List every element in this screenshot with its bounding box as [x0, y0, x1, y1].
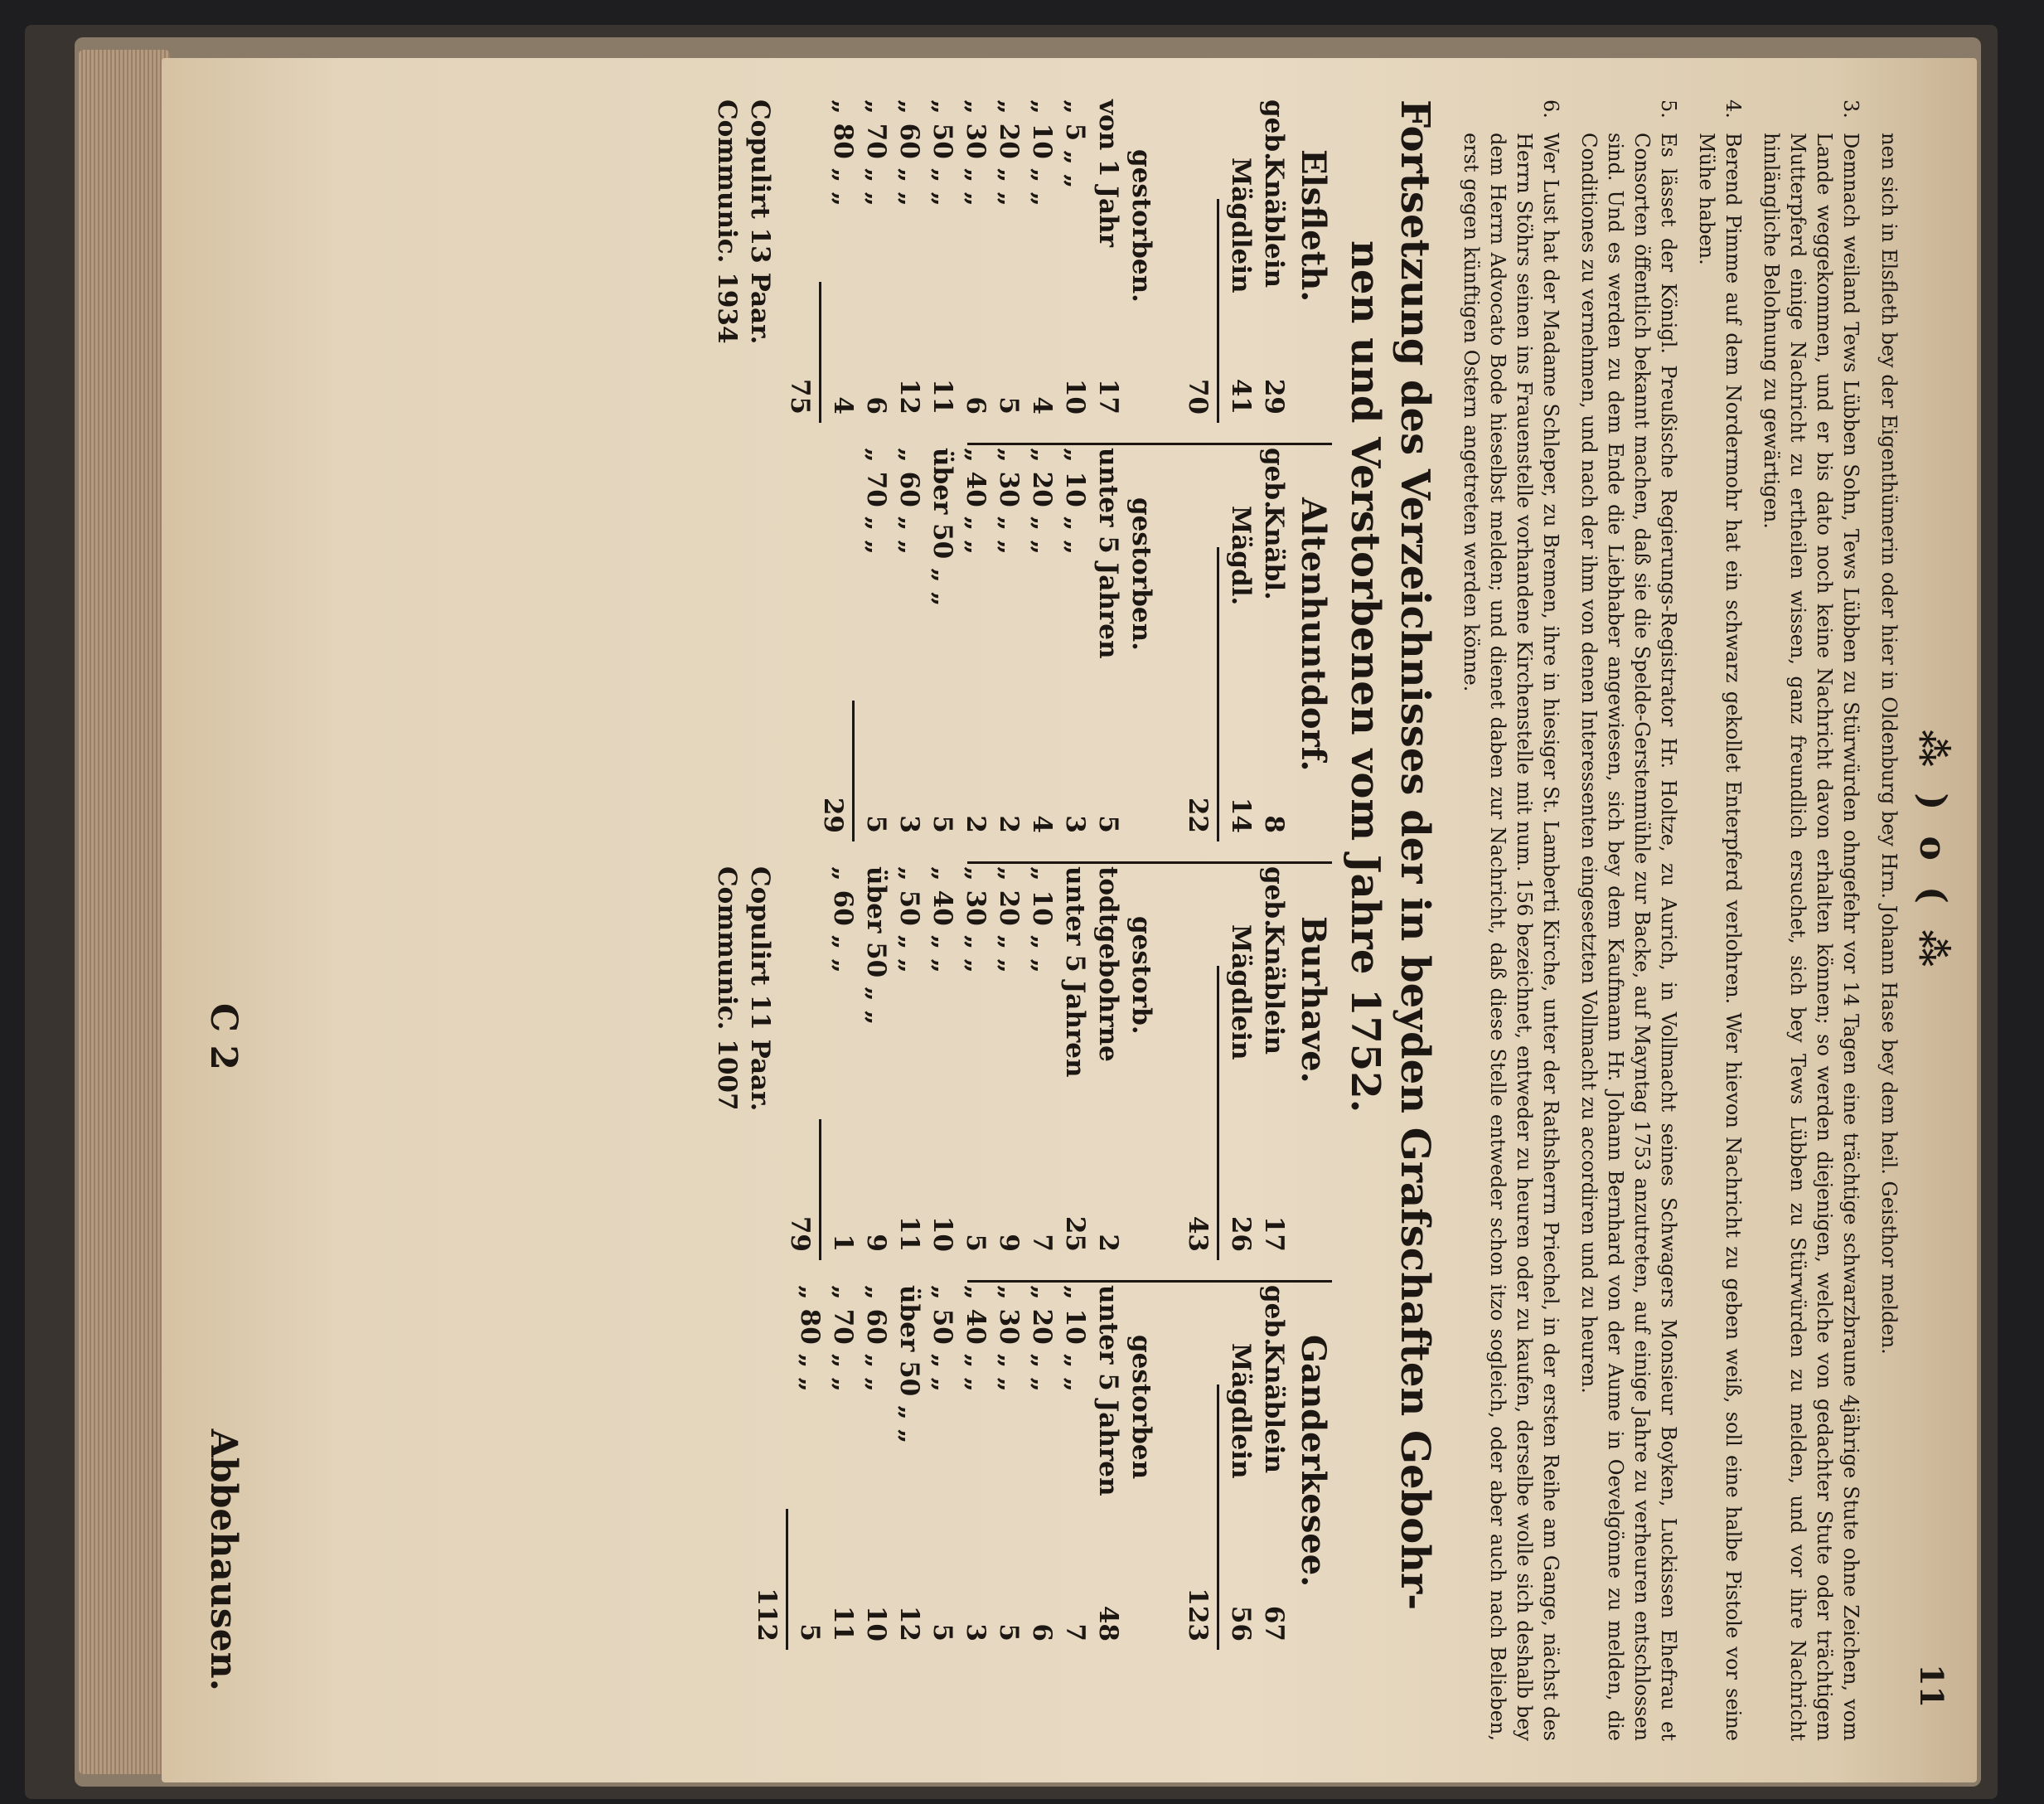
died-count: 6	[1027, 1623, 1057, 1642]
notice-item	[1758, 99, 1864, 1741]
died-count: 5	[928, 815, 957, 833]
geb-label: geb.	[1259, 448, 1289, 509]
notice-item	[1576, 99, 1682, 1741]
age-label: todtgebohrne	[1093, 866, 1123, 1062]
died-count: 1	[828, 1234, 858, 1252]
heading-line-2: nen und Verstorbenen vom Jahre 1752.	[1342, 240, 1388, 1113]
age-label: „ 70 „ „	[828, 1285, 858, 1393]
died-total: 75	[785, 378, 815, 415]
age-label: „ 60 „ „	[894, 448, 924, 555]
age-label: unter 5 Jahren	[1060, 866, 1090, 1078]
girls-count: 26	[1226, 1215, 1256, 1252]
died-count: 12	[894, 1605, 924, 1642]
boys-count: 67	[1259, 1605, 1289, 1642]
girls-label: Mägdl.	[1226, 506, 1256, 606]
sum-rule	[819, 282, 821, 423]
item-text: Demnach weiland Tews Lübben Sohn, Tews Lübben zu Stürwürden ohngefehr vor 14 Tagen eine trächtige schwarzbraune 4jährige Stute ohne Zeichen, vom Lande weggekommen, und er bis dato noch keine Nachricht davon erhalten können; so werden diejenigen, welche von gedachter Stute oder trächtigem Mutterpferd einige Nachricht zu ertheilen wissen, ganz freundlich ersuchet, sich bey Tews Lübben zu Stürwürden zu melden, und vor ihre Nachricht hinlängliche Belohnung zu gewärtigen.	[1760, 133, 1862, 1741]
died-count: 5	[795, 1623, 825, 1642]
age-label: „ 10 „ „	[1060, 1285, 1090, 1393]
page-block-edges	[79, 50, 170, 1774]
died-count: 6	[861, 396, 891, 415]
copulirt-line: Copulirt 13 Paar.	[745, 99, 775, 345]
died-count: 7	[1060, 1623, 1090, 1642]
died-count: 2	[994, 815, 1024, 833]
age-label: „ 10 „ „	[1027, 866, 1057, 974]
died-count: 10	[1060, 378, 1090, 415]
died-count: 5	[1093, 815, 1123, 833]
region-elsfleth	[586, 99, 1332, 448]
notice-item	[1693, 99, 1746, 1741]
died-count: 5	[961, 1234, 991, 1252]
region-name: Elsfleth.	[1294, 149, 1333, 303]
died-count: 3	[894, 815, 924, 833]
geb-label: geb.	[1259, 1285, 1289, 1346]
communic-line: Communic. 1934	[712, 99, 742, 344]
died-heading: gestorben	[1126, 1335, 1156, 1480]
heading-line-1: Fortsetzung des Verzeichnisses der in beyden Grafschaften Gebohr-	[1392, 99, 1438, 1611]
age-label: „ 10 „ „	[1060, 448, 1090, 555]
age-label: „ 30 „ „	[961, 866, 991, 974]
girls-count: 56	[1226, 1605, 1256, 1642]
age-label: „ 40 „ „	[961, 448, 991, 555]
died-count: 5	[994, 1623, 1024, 1642]
died-count: 11	[828, 1605, 858, 1642]
item-number: 5.	[1657, 99, 1680, 119]
statistics-tables	[586, 99, 1332, 1741]
page-content	[178, 99, 1960, 1741]
sum-rule	[1217, 966, 1219, 1260]
born-total: 22	[1183, 797, 1213, 833]
died-heading: gestorben.	[1126, 497, 1156, 651]
age-label: „ 30 „ „	[994, 1285, 1024, 1393]
died-count: 12	[894, 378, 924, 415]
region-name: Ganderkesee.	[1294, 1335, 1333, 1588]
age-label: „ 20 „ „	[1027, 1285, 1057, 1393]
region-burhave	[586, 866, 1332, 1285]
region-name: Burhave.	[1294, 916, 1333, 1084]
item-text: Es lässet der Königl. Preußische Regierungs-Registrator Hr. Holtze, zu Aurich, in Vollmacht seines Schwagers Monsieur Boyken, Luckissen Ehefrau et Consorten öffentlich bekannt machen, daß sie die Spelde-Gerstenmühle zur Backe, auf Mayntag 1753 anzutreten, auf einige Jahre zu verheuren entschlossen sind. Und es werden zu dem Ende die Liebhaber angewiesen, sich bey dem Kaufmann Hr. Johann Bernhard von der Aume in Oevelgönne zu melden, die Conditiones zu vernehmen, und nach der ihm von denen Interessenten eingesetzten Vollmacht zu accordiren und zu heuren.	[1577, 133, 1680, 1741]
book-page	[162, 58, 1977, 1782]
died-count: 11	[894, 1215, 924, 1252]
age-label: „ 60 „ „	[894, 99, 924, 207]
died-total: 112	[752, 1588, 782, 1642]
died-count: 5	[861, 815, 891, 833]
age-label: „ 40 „ „	[961, 1285, 991, 1393]
geb-label: geb.	[1259, 866, 1289, 928]
died-count: 3	[1060, 815, 1090, 833]
died-count: 4	[1027, 815, 1057, 833]
girls-label: Mägdlein	[1226, 924, 1256, 1060]
continuation-text: nen sich in Elsfleth bey der Eigenthümerin oder hier in Oldenburg bey Hrn. Johann Hase bey dem heil. Geisthor melden.	[1877, 133, 1901, 1355]
died-count: 5	[994, 396, 1024, 415]
header-ornament: ⁂ ) o ( ⁂	[1911, 730, 1954, 974]
boys-count: 8	[1259, 815, 1289, 833]
age-label: „ 10 „ „	[1027, 99, 1057, 207]
sum-rule	[1217, 199, 1219, 423]
age-label: von 1 Jahr	[1093, 99, 1123, 248]
item-number: 3.	[1839, 99, 1862, 119]
item-number: 6.	[1539, 99, 1562, 119]
died-total: 79	[785, 1215, 815, 1252]
age-label: über 50 „ „	[861, 866, 891, 1026]
age-label: „ 70 „ „	[861, 448, 891, 555]
notice-item	[1458, 99, 1564, 1741]
communic-line: Communic. 1007	[712, 866, 742, 1111]
died-total: 29	[818, 797, 848, 833]
age-label: „ 30 „ „	[961, 99, 991, 207]
born-total: 43	[1183, 1215, 1213, 1252]
sum-rule	[852, 701, 855, 841]
died-count: 25	[1060, 1215, 1090, 1252]
page-header	[1902, 99, 1960, 1741]
sum-rule	[819, 1119, 821, 1260]
age-label: „ 20 „ „	[1027, 448, 1057, 555]
age-label: „ 50 „ „	[928, 1285, 957, 1393]
died-count: 9	[861, 1234, 891, 1252]
copulirt-line: Copulirt 11 Paar.	[745, 866, 775, 1112]
died-count: 5	[928, 1623, 957, 1642]
age-label: „ 5 „ „	[1060, 99, 1090, 189]
age-label: „ 50 „ „	[928, 99, 957, 207]
item-text: Wer Lust hat der Madame Schleper, zu Bremen, ihre in hiesiger St. Lamberti Kirche, unter der Rathsherrn Priechel, in der ersten Reihe am Gange, nächst des Herrn Stöhrs seinen ins Frauenstelle vorhandene Kirchenstelle mit num. 156 bezeichnet, entweder zu heuren oder zu kaufen, derselbe wolle sich deshalb bey dem Herrn Advocato Bode hieselbst melden; und dienet daben zur Nachricht, daß diese Stelle entweder schon itzo sogleich, oder aber auch nach Belieben, erst gegen künftigen Ostern angetreten werden könne.	[1460, 133, 1562, 1741]
age-label: „ 50 „ „	[894, 866, 924, 974]
column-divider	[967, 861, 1332, 864]
age-label: „ 60 „ „	[828, 866, 858, 974]
region-ganderkesee	[586, 1285, 1332, 1675]
sum-rule	[1217, 547, 1219, 841]
age-label: „ 60 „ „	[861, 1285, 891, 1393]
died-heading: gestorb.	[1126, 916, 1156, 1035]
died-count: 3	[961, 1623, 991, 1642]
died-count: 10	[928, 1215, 957, 1252]
died-count: 17	[1093, 378, 1123, 415]
section-heading	[1340, 99, 1440, 1741]
died-count: 4	[1027, 396, 1057, 415]
girls-count: 14	[1226, 797, 1256, 833]
age-label: über 50 „ „	[928, 448, 957, 607]
column-divider	[967, 443, 1332, 445]
died-count: 7	[1027, 1234, 1057, 1252]
boys-label: Knäblein	[1259, 158, 1289, 289]
died-count: 48	[1093, 1605, 1123, 1642]
age-label: über 50 „ „	[894, 1285, 924, 1444]
died-count: 2	[1093, 1234, 1123, 1252]
girls-label: Mägdlein	[1226, 1343, 1256, 1479]
sum-rule	[1217, 1385, 1219, 1650]
died-count: 9	[994, 1234, 1024, 1252]
geb-label: geb.	[1259, 99, 1289, 161]
age-label: „ 40 „ „	[928, 866, 957, 974]
age-label: „ 30 „ „	[994, 448, 1024, 555]
age-label: „ 70 „ „	[861, 99, 891, 207]
age-label: „ 80 „ „	[795, 1285, 825, 1393]
boys-count: 29	[1259, 378, 1289, 415]
died-heading: gestorben.	[1126, 149, 1156, 303]
age-label: „ 20 „ „	[994, 866, 1024, 974]
girls-count: 41	[1226, 378, 1256, 415]
born-total: 70	[1183, 378, 1213, 415]
died-count: 6	[961, 396, 991, 415]
died-count: 11	[928, 378, 957, 415]
item-number: 4.	[1722, 99, 1745, 119]
page-number: 11	[1913, 1664, 1950, 1708]
boys-label: Knäblein	[1259, 924, 1289, 1055]
age-label: unter 5 Jahren	[1093, 448, 1123, 659]
died-count: 10	[861, 1605, 891, 1642]
age-label: unter 5 Jahren	[1093, 1285, 1123, 1496]
girls-label: Mägdlein	[1226, 158, 1256, 293]
born-total: 123	[1183, 1588, 1213, 1642]
age-label: „ 20 „ „	[994, 99, 1024, 207]
rotated-page-content	[162, 83, 1977, 1758]
column-divider	[967, 1280, 1332, 1283]
catchword: Abbehausen.	[202, 1428, 245, 1691]
region-altenhuntdorf	[586, 448, 1332, 866]
signature-mark: C 2	[202, 1003, 245, 1070]
died-count: 4	[828, 396, 858, 415]
region-name: Altenhuntdorf.	[1294, 497, 1333, 772]
boys-label: Knäblein	[1259, 1343, 1289, 1474]
boys-count: 17	[1259, 1215, 1289, 1252]
sum-rule	[786, 1509, 788, 1650]
item-text: Berend Pimme auf dem Nordermohr hat ein schwarz gekollet Enterpferd verlohren. Wer hievon Nachricht zu geben weiß, soll eine halbe Pistole vor seine Mühe haben.	[1695, 133, 1745, 1741]
boys-label: Knäbl.	[1259, 506, 1289, 600]
age-label: „ 80 „ „	[828, 99, 858, 207]
died-count: 2	[961, 815, 991, 833]
